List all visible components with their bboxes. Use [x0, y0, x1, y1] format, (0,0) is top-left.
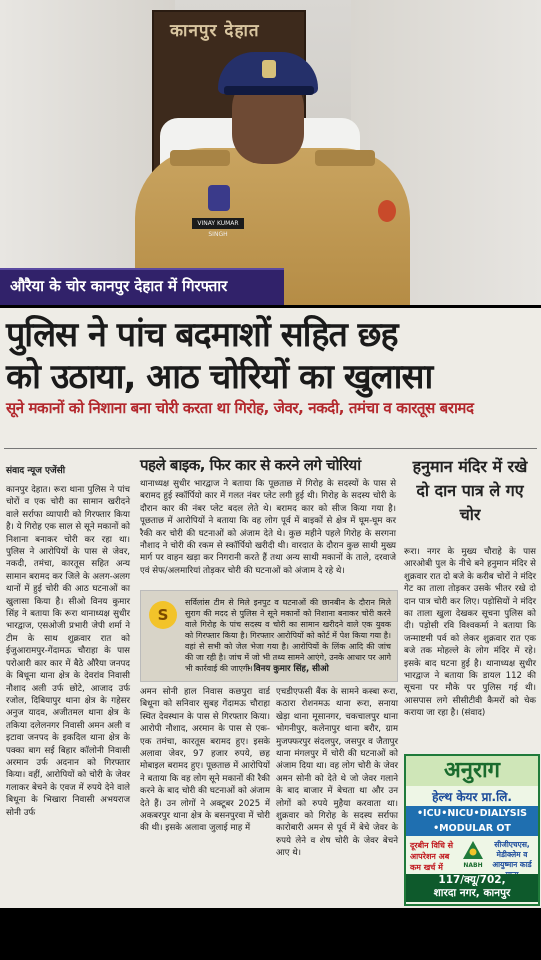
side-story-text [404, 546, 536, 720]
headline-line-2: को उठाया, आठ चोरियों का खुलासा [6, 357, 433, 397]
hospital-advertisement [404, 754, 540, 906]
column-5-text: रूरा। नगर के मुख्य चौराहे के पास आरओबी पुल के नीचे बने हनुमान मंदिर से शुक्रवार रात दो बजे के करीब चोरों ने मंदिर गेट का ताला तोड़कर उसके भीतर रखे दो दान पात्र चोरी कर लिए। पड़ोसियों ने मंदिर का ताला खुला देखकर सूचना पुलिस को दी। पड़ोसी रवि विश्वकर्मा ने बताया कि जन्माष्टमी पर्व को लेकर शुक्रवार रात एक बजे तक मोहल्ले के लोग मंदिर में रहे। इसके बाद घटना हुई है। थानाध्यक्ष सुधीर भारद्वाज ने बताया कि डायल 112 की सूचना पर मौके पर पुलिस गई थी। आसपास लगे सीसीटीवी कैमरों को चेक कराया जा रहा है। (संवाद) [404, 547, 536, 719]
quote-text: सर्विलांस टीम से मिले इनपुट व घटनाओं की छानबीन के दौरान मिले सुराग की मदद से पुलिस ने सूने मकानों को निशाना बनाकर चोरी करने वाले गिरोह के पांच सदस्य व चोरी का सामान खरीदने वाले एक युवक को गिरफ्तार किया है। गिरफ्तार आरोपियों को कोर्ट में पेश किया गया है। वहां से सभी को जेल भेजा गया है। आरोपियों के लिंक आदि की जांच की जा रही है। जांच में जो भी तथ्य सामने आएंगे, उनके आधार पर आगे भी कार्रवाई की जाएगी। [185, 598, 391, 673]
uniform-emblem-icon [208, 185, 230, 211]
shoulder-epaulette-right [315, 150, 375, 166]
column-4-text: एचडीएफसी बैंक के सामने कस्बा रूरा, कठारा रोशनमऊ थाना रूरा, सनाया खेड़ा थाना मूसानगर, चकचालपुर थाना भोगनीपुर, कलेनापुर थाना बरौर, ग्राम मुजफ्फरपुर संदलपुर, जसपुर व जैतापुर थाना मंगलपुर में चोरी की घटनाओं को अंजाम दिया था। वह लोग चोरी के जेवर अमन सोनी को देते थे जो जेवर गलाने के बाद बाजार में बेचता था और उन लोगों को रुपये मुहैया करवाता था। शुक्रवार को गिरोह के सदस्य सर्राफा कारोबारी अमन से पूर्व में बेचे जेवर के रुपये लेने व शेष चोरी के जेवर बेचने आए थे। [276, 687, 398, 859]
quote-icon: S [149, 601, 177, 629]
quote-box [140, 590, 398, 682]
nabh-logo-icon [462, 840, 484, 860]
side-story-headline: हनुमान मंदिर में रखे दो दान पात्र ले गए चोर [412, 457, 528, 524]
ad-address-line-1: 117/क्यू/702, [438, 874, 506, 886]
ad-company-line: हेल्थ केयर प्रा.लि. [432, 790, 512, 804]
ad-services-1: •ICU•NICU•DIALYSIS [416, 808, 528, 819]
name-tag: VINAY KUMAR SINGH [192, 218, 244, 229]
cap-peak [224, 86, 314, 95]
ad-address [406, 874, 538, 902]
article-column-1 [6, 484, 130, 819]
column-1-text: कानपुर देहात। रूरा थाना पुलिस ने पांच चोरों व एक चोरी का सामान खरीदने वाले सर्राफा व्यापारी को गिरफ्तार किया है। ये गिरोह एक साल से सूने मकानों को निशाना बनाकर चोरी कर रहा था। पुलिस ने आरोपियों के पास से जेवर, नकदी, तमंचा, कारतूस सहित अन्य सामान बरामद कर जिले के अलग-अलग थानों में हुई चोरी की आठ घटनाओं का खुलासा किया है। सीओ विनय कुमार सिंह ने बताया कि रूरा थानाध्यक्ष सुधीर भारद्वाज, एसओजी प्रभारी जेपी शर्मा ने टीम के साथ शुक्रवार रात को ईजुआरामपुर-गेंदामऊ चौराहा के पास परोआरी कार कार में बैठे औरैया जनपद के बिधूना थाना क्षेत्र के देवरांव निवासी नौशाद अली उर्फ छोटे, आजाद उर्फ रजोल, दिबियापुर थाना क्षेत्र के गहेसर अनुज यादव, अजीतमल थाना क्षेत्र के तकिया दलेलनगर निवासी अमन अली व इटावा जनपद के इकदिल थाना क्षेत्र के पक्का बाग सर्ई बिहार कॉलोनी निवासी अरमान उर्फ अदनान को गिरफ्तार किया। वहीं, आरोपियों को चोरी के जेवर गलाकर बेचने के एवज में रुपये देने वाले बिधूना के भिखारा निवासी अभयराज सोनी उर्फ [6, 485, 130, 818]
article-column-4 [276, 686, 398, 860]
article-column-2 [140, 478, 396, 577]
column-3-text: अमन सोनी हाल निवास कछपुरा वार्ड बिधूना को सनिवार सुबह गेंदामऊ चौराहा स्थित देवस्थान के पास से गिरफ्तार किया। आरोपी नौशाद, अरमान के पास से एक-एक तमंचा, कारतूस बरामद हुए। इसके अलावा जेवर, 97 हजार रुपये, छह मोबाइल बरामद हुए। पूछताछ में आरोपियों ने बताया कि वह लोग सूने मकानों की रैकी करने के बाद चोरी की घटनाओं को अंजाम देते हैं। उन लोगों ने अक्टूबर 2025 में अकबरपुर थाना क्षेत्र के बसनपुरवा में चोरी की थी। इसके अलावा जुलाई माह में [140, 687, 270, 834]
board-text: कानपुर देहात [170, 21, 260, 41]
newspaper-clipping [0, 308, 541, 908]
cap-badge-icon [262, 60, 276, 78]
box-headline: पहले बाइक, फिर कार से करने लगे चोरियां [140, 456, 361, 474]
photo-caption: औरैया के चोर कानपुर देहात में गिरफ्तार [10, 277, 228, 295]
ad-services-2: •MODULAR OT [433, 823, 511, 834]
ad-services-band [406, 806, 538, 836]
ad-brand-name: अनुराग [406, 756, 538, 786]
shoulder-patch-icon [378, 200, 396, 222]
column-2-text: थानाध्यक्ष सुधीर भारद्वाज ने बताया कि पूछताछ में गिरोह के सदस्यों के पास से बरामद हुई स्कॉर्पियो कार में गलत नंबर प्लेट लगी हुई थी। गिरोह के सदस्य चोरी के दौरान कार की नंबर प्लेट बदल लेते थे। बरामद कार को सीज किया गया है। पूछताछ में आरोपियों ने बताया कि वह लोग पूर्व में बाइकों से क्षेत्र में घूम-घूम कर रैकी कर चोरी की घटनाओं को अंजाम देते थे। कुछ महीने पहले गिरोह के सरगना नौशाद ने चोरी की रकम से स्कॉर्पियो खरीदी थी। वारदात के दौरान कुछ साथी मुख्य मार्ग पर वाहन खड़ा कर निगरानी करते हैं तथा अन्य साथी मकानों के ताले, दरवाजे एवं सेफ/अलमारियां तोड़कर चोरी की घटनाओं को अंजाम दे रहे थे। [140, 479, 396, 576]
article-column-3 [140, 686, 270, 835]
news-photo [0, 0, 541, 305]
byline: संवाद न्यूज एजेंसी [6, 466, 66, 476]
headline [6, 314, 538, 398]
shoulder-epaulette-left [170, 150, 230, 166]
ad-logo-label: NABH [463, 862, 483, 869]
bottom-black-bar [0, 908, 541, 960]
ad-address-line-2: शारदा नगर, कानपुर [433, 887, 511, 899]
divider [4, 448, 537, 449]
subheadline: सूने मकानों को निशाना बना चोरी करता था गिरोह, जेवर, नकदी, तमंचा व कारतूस बरामद [6, 399, 474, 417]
ad-right-text: सीजीएचएस, मेडीक्लेम व आयुष्मान कार्ड [492, 840, 532, 869]
headline-line-1: पुलिस ने पांच बदमाशों सहित छह [6, 315, 398, 355]
ad-left-text: दूरबीन विधि से आपरेशन अब कम खर्च में [410, 841, 454, 872]
photo-caption-bar [0, 268, 284, 305]
quote-signature: - विनय कुमार सिंह, सीओ [247, 664, 329, 674]
